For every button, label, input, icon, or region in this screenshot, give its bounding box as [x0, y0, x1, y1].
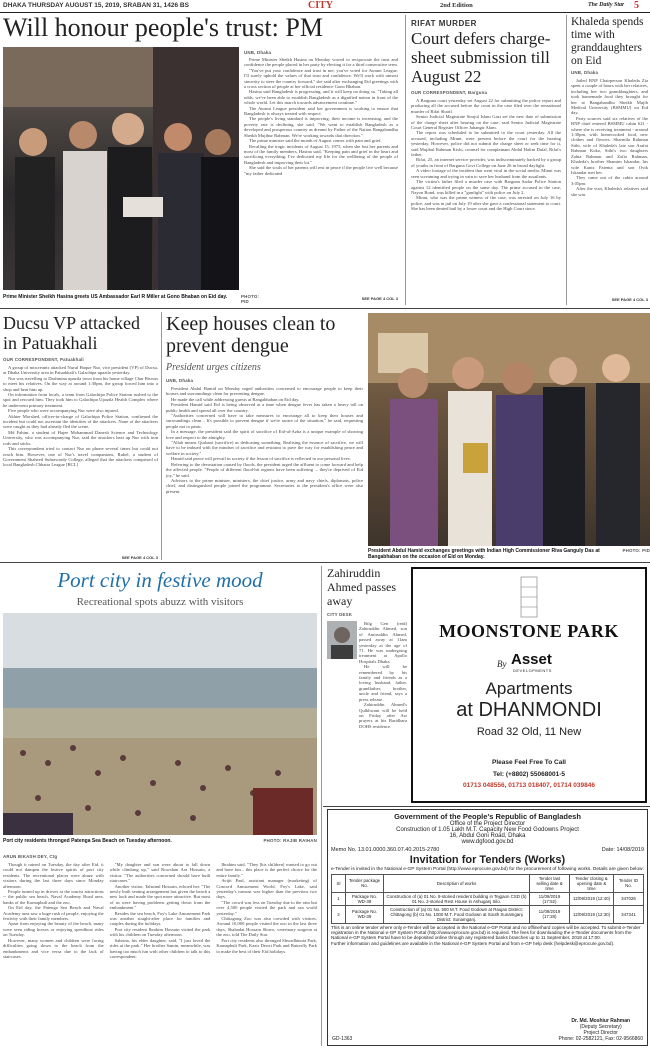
tender-col-header: Tender ID No. — [614, 874, 644, 892]
moonstone-title: MOONSTONE PARK — [439, 621, 619, 641]
rifat-paragraph: A video footage of the incident that went viral in the social media, Minni was seen screaming and trying in vain to save her husband from the assailants. — [411, 168, 561, 179]
ad-product: Apartments — [485, 679, 573, 698]
tender-project: Construction of 1.05 Lakh M.T. Capacity New Food Godowns Project — [396, 827, 579, 833]
tender-table — [331, 874, 644, 924]
rifat-paragraph: Senior Judicial Magistrate Sirajul Islam Gazi set the new date of submission of the charge sheet after hearing on the case, said Senior Judicial Magistrate Court General Register Officer Jahangir Alam. — [411, 114, 561, 131]
portcity-paragraph: Port city resident Ibrahim Hossain visited the park with his children on Tuesday afternoon. — [109, 926, 211, 938]
dengue-paragraph: President Abdul Hamid on Monday urged authorities concerned to encourage people to keep their houses and surroundings clean for preventing dengue. — [166, 386, 363, 397]
portcity-headline: Port city in festive mood — [57, 568, 263, 592]
section-label: CITY — [308, 0, 334, 11]
pm-photo-illustration — [3, 47, 239, 290]
rifat-paragraph: Rifat, 25, an internet service provider, was indiscriminately hacked by a group of youths in front of Barguna Govt College on June 26 in broad daylight. — [411, 157, 561, 168]
horizontal-rule — [323, 806, 650, 807]
portcity-paragraph: "My daughter and son were about to fall down while climbing up," said Rowshan Ara Hossain, a visitor. "The authorities concerned should have built staircases." — [109, 862, 211, 884]
rifat-byline: OUR CORRESPONDENT, Barguna — [411, 90, 488, 95]
dengue-byline: UNB, Dhaka — [166, 378, 194, 383]
tender-signature — [558, 1018, 643, 1042]
khaleda-paragraph: Party sources said six relatives of the BNP chief entered BSMMU cabin 621 - where she is receiving treatment - around 1:30pm, with homecooked food, new clothes and flowers. Sharmila Rahman Sithi, wife of Khaleda's late son Arafat Rahman Koko, Sithi's two daughters Zahia Rahman and Zafia Rahman, Khaleda's brother Shamim Iskandar, his wife Kaniz Fatema and son Ovik Iskandar met her. — [571, 115, 648, 175]
khaleda-byline: UNB, Dhaka — [571, 70, 599, 75]
dengue-paragraph: Referring to the devastation caused by floods, the president urged the affluent to come forward and help the affected people. "People of different flood-hit regions have been suffering ... they're deprived of Eid joy," he said. — [166, 461, 363, 478]
portcity-paragraph: Avijit Paul, assistant manager (marketing) of Concord Amusement World, Foy's Lake, said yesterday's turnout was higher than the previous two days. — [216, 878, 317, 900]
masthead-dateline: DHAKA THURSDAY AUGUST 15, 2019, SRABAN 31, 1426 BS — [3, 2, 189, 9]
table-cell: 11/09/2019 (17:52) — [530, 892, 570, 905]
table-cell: Package No. WD-39 — [346, 905, 384, 923]
rifat-paragraph: The report was scheduled to be submitted to the court yesterday. All the accused, including Minni, were present before the court for the hearing yesterday. However, police did not submit the charge sheet or seek time for it, said Mujibul Rahman Kislu, counsel for complainant Abdul Halim Dulal, Rifat's father. — [411, 130, 561, 158]
signer-phone: Phone: 02-2582121, Fax: 02-9566860 — [558, 1036, 643, 1042]
tender-intro: e-Tender is invited in the National e-GP System Portal (http://www.eprocure.gov.bd) for the procurement of following works. Details are given below: — [331, 867, 644, 872]
portcity-paragraph: Ibrahim said, "They [his children] wanted to go out and have fun... this place is the perfect choice for the entire family." — [216, 862, 317, 878]
table-cell: 12/09/2019 (12:30) — [570, 905, 614, 923]
tender-gov: Government of the People's Republic of Bangladesh — [394, 812, 581, 821]
tender-memo: Memo No. 13.01.0000.360.07.40.2015-2780 — [331, 847, 440, 853]
portcity-paragraph: However, many women and children were facing difficulties going down to the beach from the embankments and vice versa due to the lack of staircases. — [3, 937, 104, 959]
portcity-body — [3, 862, 317, 1046]
pm-photo-credit: PHOTO: PID — [241, 294, 260, 304]
rifat-paragraph: The victim's father filed a murder case with Barguna Sadar Police Station against 12 identified people on the same day. The prime accused in the case, Nayon Bond, was killed in a "gunfight" with police on July 2. — [411, 179, 561, 195]
building-icon — [413, 569, 645, 619]
signer-role: Project Director — [583, 1030, 618, 1036]
tender-note: This is an online tender where only e-Tender will be accepted in the National e-GP Portal and no offline/hard copies will be accepted. To submit e-Tender registration in the National e-GP System Portal (http://www.eprocure.gov.bd) is required. The fees for downloading the e-Tender documents from the National e-GP System Portal have to be deposited online through any registered banks branches up to 11 September, 2019 at 17:00. — [331, 924, 641, 941]
pm-headline: Will honour people's trust: PM — [3, 13, 323, 42]
pm-paragraph: Hasina said Bangladesh is progressing, and it will keep on doing so. "Taking all odds, we've been able to establish Bangladesh as a dignified nation in front of the whole world. Let this march towards advancement continue." — [244, 89, 398, 106]
ad-mobiles[interactable]: 01713 048556, 01713 018407, 01714 039846 — [463, 782, 595, 789]
asset-logo-sub: DEVELOPMENTS — [513, 668, 552, 673]
signer-name: Dr. Md. Moshiur Rahman — [571, 1018, 631, 1024]
portcity-paragraph: Besides the sea beach, Foy's Lake Amusement Park was another sought-after place for families and couples during the holidays. — [109, 910, 211, 927]
rifat-kicker: RIFAT MURDER — [411, 19, 477, 28]
beach-photo — [3, 613, 317, 835]
page-number: 5 — [634, 0, 639, 11]
ducsu-paragraph: Akhter Morshed, officer-in-charge of Galachipa Police Station, confirmed the incident but could not ascertain the identities of the attackers. None of the attackers were caught as they had already fled the scene. — [3, 413, 158, 430]
pm-paragraph: "You've put your confidence and trust in me; you've voted for Awami League. I'll surely uphold the values of that trust and confidence. We'll work with utmost sincerity to steer the country forward," she said after exchanging Eid greetings with a cross section of people at her official residence Gono Bhaban. — [244, 67, 398, 90]
table-cell: Package No. WD-38 — [346, 892, 384, 905]
khaleda-paragraph: After the visit, Khaleda's relatives said she was — [571, 186, 648, 197]
dengue-paragraph: Hamid said peace will prevail in society if the lesson of sacrifice is reflected in our personal lives. — [171, 456, 351, 462]
portcity-paragraph: Though it rained on Tuesday, the day after Eid, it could not dampen the festive spirits of port city residents. The recreational places were abuzz with visitors during the last three days since Monday afternoon. — [3, 862, 104, 889]
tender-gd-number: GD-1363 — [332, 1036, 353, 1042]
dengue-paragraph: "Allah means Qurbani (sacrifice) as dedicating something. Realising the essence of sacrifice, we will have to be imbued with the mindset of sacrifice and restraint to pave the way for establishing peace and welfare in society." — [166, 440, 363, 456]
column-divider — [321, 566, 322, 1046]
table-row — [332, 905, 644, 923]
portcity-paragraph: Port city residents also thronged Shwadhinota Park, Karnaphuli Park, Kazir Dewri Park and Butterfly Park to make the best of their Eid holidays. — [216, 937, 317, 954]
ducsu-paragraph: Nur was travelling to Dashmina upazila town from his home village Char Biswas to meet his relatives. On the way at around 1:30pm, the group forced him into a shop and beat him up. — [3, 375, 158, 392]
khaleda-body — [571, 78, 648, 296]
pm-byline: UNB, Dhaka — [244, 50, 272, 55]
tender-website[interactable]: www.dgfood.gov.bd — [461, 839, 514, 845]
pm-body — [244, 57, 398, 294]
horizontal-rule — [0, 562, 650, 563]
pm-paragraph: Prime Minister Sheikh Hasina on Monday vowed to reciprocate the trust and confidence the people placed in her party by electing it for a third consecutive term. — [244, 57, 398, 68]
ad-address: Road 32 Old, 11 New — [476, 726, 582, 738]
obituary-paragraph: Zahiruddin Ahmed's Qulkhwani will be held on Friday after Asr prayers at his Baridhara DOHS residence. — [359, 702, 407, 729]
rifat-headline: Court defers charge-sheet submission till August 22 — [411, 29, 551, 86]
table-cell: 11/09/2019 (17:28) — [530, 905, 570, 923]
portcity-paragraph: Sabrina, his elder daughter, said, "I just loved the rides at the park." Her brother Samin, meanwhile, was having too much fun with other children to talk to this correspondent. — [109, 937, 211, 959]
ducsu-byline: OUR CORRESPONDENT, Patuakhali — [3, 357, 84, 362]
dengue-paragraph: In a message, the president said the spirit of sacrifice of Eid-ul-Azha is a unique example of showing love and respect to the almighty. — [166, 429, 363, 440]
ducsu-paragraph: This correspondent tried to contact Nur on phone several times but could not reach him. However, one of Nur's travel companions, Rubel, a student of Government Shaheed Suhrawardy College, alleged that the attackers comprised of local Bangladesh Chhatra League [BCL] — [3, 446, 158, 468]
ducsu-paragraph: Md Fahim, a student of Hajee Mohammad Danesh Science and Technology University, who was accompanying Nur, said the attackers beat up Nur with iron rods and sticks. — [3, 429, 158, 446]
ducsu-paragraph: Five people who were accompanying Nur were also injured. — [8, 408, 119, 414]
dengue-paragraph: He made the call while addressing guests at Bangabhaban on Eid day. — [171, 396, 300, 402]
masthead — [0, 0, 650, 13]
portcity-paragraph: "The crowd was less on Tuesday due to the rain but over 4,500 people visited the park and sea world yesterday." — [216, 899, 317, 916]
rifat-paragraph: Minni, who was the prime witness of the case, was arrested on July 16 by police, and was in jail on July 19 after she gave a confessional statement to court. She has been denied bail by a lower court and the High Court since. — [411, 195, 561, 212]
table-cell: 1 — [332, 892, 346, 905]
table-cell: 12/09/2019 (12:40) — [570, 892, 614, 905]
president-photo-credit: PHOTO: PID — [622, 548, 650, 553]
ducsu-paragraph: A group of miscreants attacked Nurul Haque Nur, vice president (VP) of Ducsu, at Dhaka University area in Patuakhali's Galachipa upazila yesterday. — [3, 365, 158, 376]
pm-paragraph: The prime minister said the month of August comes with pain and grief. — [249, 138, 382, 144]
tender-col-header: Tender last selling date & time — [530, 874, 570, 892]
rifat-paragraph: A Barguna court yesterday set August 22 for submitting the police report and producing all the accused before the court in the case filed over the sensational murder of Rifat Sharif. — [411, 98, 561, 114]
edition-label: 2nd Edition — [440, 2, 473, 9]
president-photo — [368, 313, 650, 546]
tender-office: Office of the Project Director — [449, 821, 526, 827]
column-divider — [161, 312, 162, 560]
tender-table-header — [332, 874, 644, 892]
tender-col-header: Description of works — [384, 874, 530, 892]
tender-memo-row — [331, 847, 644, 853]
portcity-paragraph: Chittagong Zoo was also crowded with visitors. Around 10,000 people visited the zoo in the last three days, Shahadat Hossain Shuvo, veterinary surgeon at the zoo, told The Daily Star. — [216, 916, 317, 938]
beach-photo-credit: PHOTO: RAJIB RAIHAN — [263, 838, 317, 843]
portrait-illustration — [327, 621, 357, 659]
obituary-headline: Zahiruddin Ahmed passes away — [327, 566, 396, 608]
rifat-body — [411, 98, 561, 304]
president-photo-illustration — [368, 313, 650, 546]
khaleda-paragraph: Jailed BNP Chairperson Khaleda Zia spent a couple of hours with her relatives, including her two granddaughters, and took homemade food they brought for her at Bangabandhu Sheikh Mujib Medical University (BSMMU) on Eid day. — [571, 78, 648, 116]
ad-telephone[interactable]: Tel: (+8802) 55068001-5 — [493, 771, 565, 778]
table-cell: Construction of (a) 01 No. 500 M.T. Food Godown at Raujan District: Chittagong (b) 01 No. 1000 M.T. Food Godown at South Sunamganj District: Sunamganj. — [384, 905, 530, 923]
ad-location: at DHANMONDI — [456, 699, 602, 721]
portcity-paragraph: On Eid day, the Patenga Sea Beach and Naval Academy area saw a huge rush of people, enjoying the festivity with their family members. — [3, 905, 104, 922]
dengue-headline: Keep houses clean to prevent dengue — [166, 313, 336, 357]
tender-notice — [327, 809, 648, 1046]
beach-photo-caption: Port city residents thronged Patenga Sea Beach on Tuesday afternoon. — [3, 838, 172, 844]
khaleda-headline: Khaleda spends time with granddaughters on Eid — [571, 16, 644, 67]
moonstone-ad[interactable] — [411, 567, 647, 803]
ad-contact-title: Please Feel Free To Call — [492, 759, 566, 766]
dengue-paragraph: "Authorities concerned will have to take measures to encourage all to keep their houses and surroundings clean... It's possible to prevent dengue if we're aware of the situation," he said, requesting people not to panic. — [166, 413, 363, 429]
pm-photo-caption: Prime Minister Sheikh Hasina greets US Ambassador Earl R Miller at Gono Bhaban on Eid day. — [3, 294, 228, 300]
column-divider — [566, 15, 567, 305]
table-cell: Construction of (a) 01 No. 8-storied resident building in Tejgaon CSD (b) 01 No. 2-storied Rest House in Ashuganj Silo. — [384, 892, 530, 905]
portcity-paragraph: Apart from enjoying the beauty of the beach, many were seen riding horses or enjoying speedboat rides on Tuesday. — [3, 921, 104, 938]
dengue-body — [166, 386, 363, 558]
portcity-paragraph: Another visitor, Tahsinul Hossain, echoed her. "The newly built seating arrangement has given the beach a new look and made the spot more attractive. But most of us were having problems getting down from the embankment." — [109, 883, 211, 911]
portcity-paragraph: People turned up in droves at the tourist attractions -- the public sea beach, Naval Academy Road area, banks of the Karnaphuli and the zoo. — [3, 889, 104, 905]
tender-col-header: Tender closing & opening date & time — [570, 874, 614, 892]
ducsu-body — [3, 365, 158, 553]
pm-photo — [3, 47, 239, 290]
pm-paragraph: The people's living standard is improving, their income is increasing, and the poverty rate is declining, she said. "We want to establish Bangladesh as a developed and prosperous country as dreamt by Father of the Nation Bangabandhu Sheikh Mujibur Rahman. We're working towards that direction." — [244, 116, 398, 138]
tender-col-header: Tender package No. — [346, 874, 384, 892]
table-cell: 2 — [332, 905, 346, 923]
ducsu-headline: Ducsu VP attacked in Patuakhali — [3, 313, 140, 353]
table-cell: 347341 — [614, 905, 644, 923]
ducsu-paragraph: On information from locals, a team from Galachipa Police Station rushed to the spot and rescued him. They took him to Galachipa Upazila Health Complex where he underwent primary treatment. — [3, 392, 158, 408]
obituary-byline: CITY DESK — [327, 612, 353, 617]
obituary-paragraph: Bilg Gen (retd) Zahiruddin Ahmed, son of Amiruddin Ahmed, passed away at 11am yesterday at the age of 71. He was undergoing treatment at Apollo Hospitals Dhaka. — [359, 621, 407, 664]
ducsu-see-page[interactable]: SEE PAGE 4 COL 3 — [121, 555, 158, 560]
table-row — [332, 892, 644, 905]
tender-address: 16, Abdul Goni Road, Dhaka — [449, 833, 526, 839]
obituary-portrait — [327, 621, 357, 659]
khaleda-paragraph: They came out of the cabin around 3:05pm. — [571, 175, 648, 186]
obituary-paragraph: He will be remembered by his family and friends as a loving husband, father, grandfather, brother, uncle and friend, says a press release. — [359, 664, 407, 702]
pm-paragraph: She said the souls of her parents will rest in peace if the people live well because "my father dedicated — [244, 165, 398, 176]
column-divider — [405, 15, 406, 305]
portcity-byline: ARUN BIKASH DEY, Ctg — [3, 854, 58, 859]
horizontal-rule — [0, 308, 650, 309]
dengue-paragraph: Advisors to the prime minister, ministers, the chief justice, army and navy chiefs, diplomats, police chief, and distinguished people joined the programme. Secretaries to the president's office were also present. — [166, 477, 363, 494]
asset-logo-text: Asset — [511, 651, 552, 668]
khaleda-see-page[interactable]: SEE PAGE 4 COL 3 — [611, 297, 648, 302]
beach-photo-illustration — [3, 613, 317, 835]
paper-name: The Daily Star — [588, 2, 625, 8]
tender-col-header: Sl — [332, 874, 346, 892]
tender-date: Date: 14/08/2019 — [601, 847, 644, 853]
president-photo-caption: President Abdul Hamid exchanges greetings with Indian High Commissioner Riva Ganguly Das at Bangabhaban on the occasion of Eid on Monday. — [368, 548, 600, 560]
pm-paragraph: The Awami League president said her government is working to ensure that Bangladesh is always treated with respect. — [244, 105, 398, 117]
signer-title: (Deputy Secretary) — [579, 1024, 622, 1030]
dengue-paragraph: President Hamid said Eid is being observed at a time when dengue fever has taken a heavy toll on public health and spread all over the country. — [166, 402, 363, 413]
portcity-subhead: Recreational spots abuzz with visitors — [76, 596, 244, 608]
dengue-subhead: President urges citizens — [166, 362, 261, 373]
table-cell: 347026 — [614, 892, 644, 905]
pm-paragraph: Recalling the tragic incidents of August 15, 1975, when she lost her parents and most of the family members, Hasina said, "Keeping pain and grief in the heart and sacrificing everything, I've dedicated my life for the wellbeing of the people of Bangladesh and improving their lot." — [244, 143, 398, 165]
pm-see-page[interactable]: SEE PAGE 4 COL 3 — [361, 296, 398, 301]
tender-note-2: Further information and guidelines are available in the National e-GP System Portal and from e-GP help desk (helpdesk@eprocure.gov.bd). — [331, 940, 615, 946]
tender-title: Invitation for Tenders (Works) — [409, 854, 566, 866]
ad-by-label: By — [497, 659, 507, 669]
